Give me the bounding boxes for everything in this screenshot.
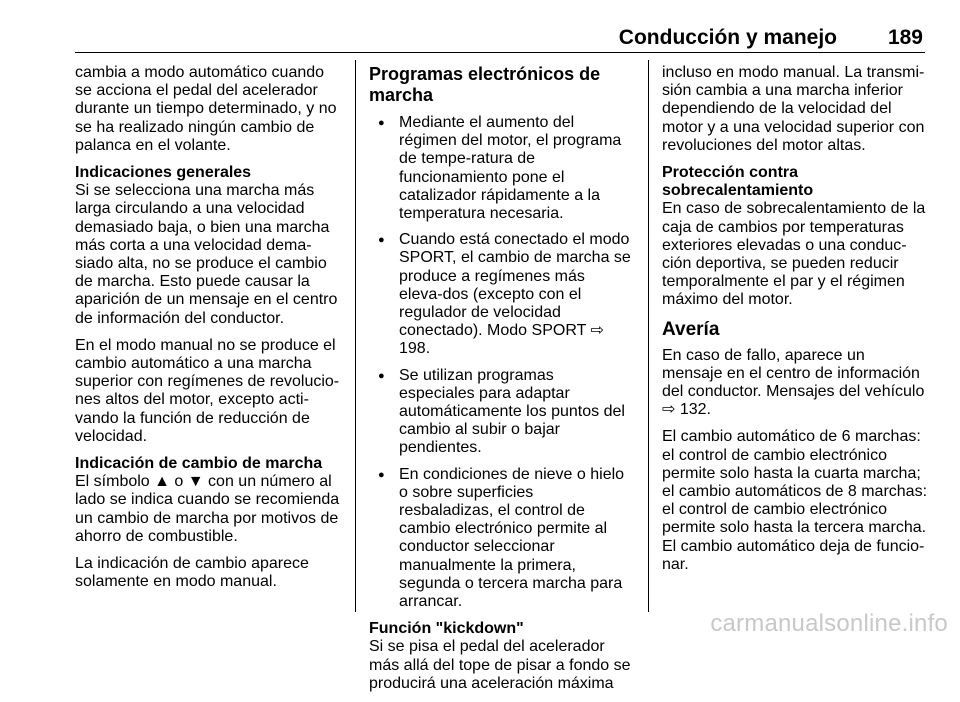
heading-electronic-programs: Programas electrónicos de marcha — [369, 64, 601, 105]
list-item: ● Se utilizan programas especiales para adaptar automáticamente los puntos del cambio al subir o bajar pendientes. — [369, 367, 631, 458]
column-divider-1 — [355, 60, 356, 612]
subheading-general: Indicaciones generales — [75, 164, 252, 182]
column-2 — [369, 64, 631, 702]
paragraph: incluso en modo manual. La transmi-sión cambia a una marcha inferior dependiendo de la velocidad del motor y a una velocidad superior con revoluciones del motor altas. — [662, 64, 925, 154]
column-1 — [75, 64, 343, 600]
paragraph: En caso de fallo, aparece un mensaje en el centro de información del conductor. Mensajes del vehículo ⇨ 132. — [662, 346, 925, 419]
paragraph: cambia a modo automático cuando se acciona el pedal del acelerador durante un tiempo determinado, y no se ha realizado ningún cambio de palanca en el volante. — [75, 64, 337, 154]
bullet-list — [369, 114, 631, 611]
paragraph: La indicación de cambio aparece solamente en modo manual. — [75, 555, 309, 591]
paragraph: Si se pisa el pedal del acelerador más allá del tope de pisar a fondo se producirá una aceleración máxima — [369, 638, 631, 692]
column-3 — [662, 64, 928, 583]
column-divider-2 — [648, 60, 649, 612]
paragraph: El símbolo ▲ o ▼ con un número al lado se indica cuando se recomienda un cambio de marcha por motivos de ahorro de combustible. — [75, 473, 340, 545]
section-title: Conducción y manejo — [618, 26, 837, 49]
paragraph: El cambio automático de 6 marchas: el control de cambio electrónico permite solo hasta la cuarta marcha; el cambio automáticos de 8 marchas: el control de cambio electrónico permite solo hasta la tercera marcha. El cambio automático deja de funcio-nar. — [662, 428, 928, 573]
list-item: ● Cuando está conectado el modo SPORT, el cambio de marcha se produce a regímenes más eleva-dos (excepto con el regulador de velocidad conectado). Modo SPORT ⇨ 198. — [369, 231, 631, 358]
paragraph: Si se selecciona una marcha más larga circulando a una velocidad demasiado baja, o bien una marcha más corta a una velocidad dema-siado alta, no se produce el cambio de marcha. Esto puede causar la aparición de un mensaje en el centro de información del conductor. — [75, 182, 338, 327]
subheading-shift-indication: Indicación de cambio de marcha — [75, 455, 323, 473]
list-item: ● En condiciones de nieve o hielo o sobre superficies resbaladizas, el control de cambio electrónico permite al conductor seleccionar manualmente la primera, segunda o tercera marcha para arrancar. — [369, 466, 631, 612]
subheading-overheat-protection: Protección contra sobrecalentamiento — [662, 164, 814, 200]
page-number: 189 — [887, 26, 923, 49]
paragraph: En el modo manual no se produce el cambio automático a una marcha superior con regímenes de revolucio-nes altos del motor, excepto acti-vando la función de reducción de velocidad. — [75, 336, 340, 445]
watermark: carmanualsonline.info — [710, 610, 948, 637]
subheading-kickdown: Función "kickdown" — [369, 620, 524, 638]
page-header — [75, 18, 925, 53]
heading-averia: Avería — [662, 318, 720, 340]
list-item: ● Mediante el aumento del régimen del motor, el programa de tempe-ratura de funcionamiento pone el catalizador rápidamente a la temperatura necesaria. — [369, 114, 631, 223]
paragraph: En caso de sobrecalentamiento de la caja de cambios por temperaturas exteriores elevadas o una conduc-ción deportiva, se pueden reducir temporalmente el par y el régimen máximo del motor. — [662, 200, 926, 309]
